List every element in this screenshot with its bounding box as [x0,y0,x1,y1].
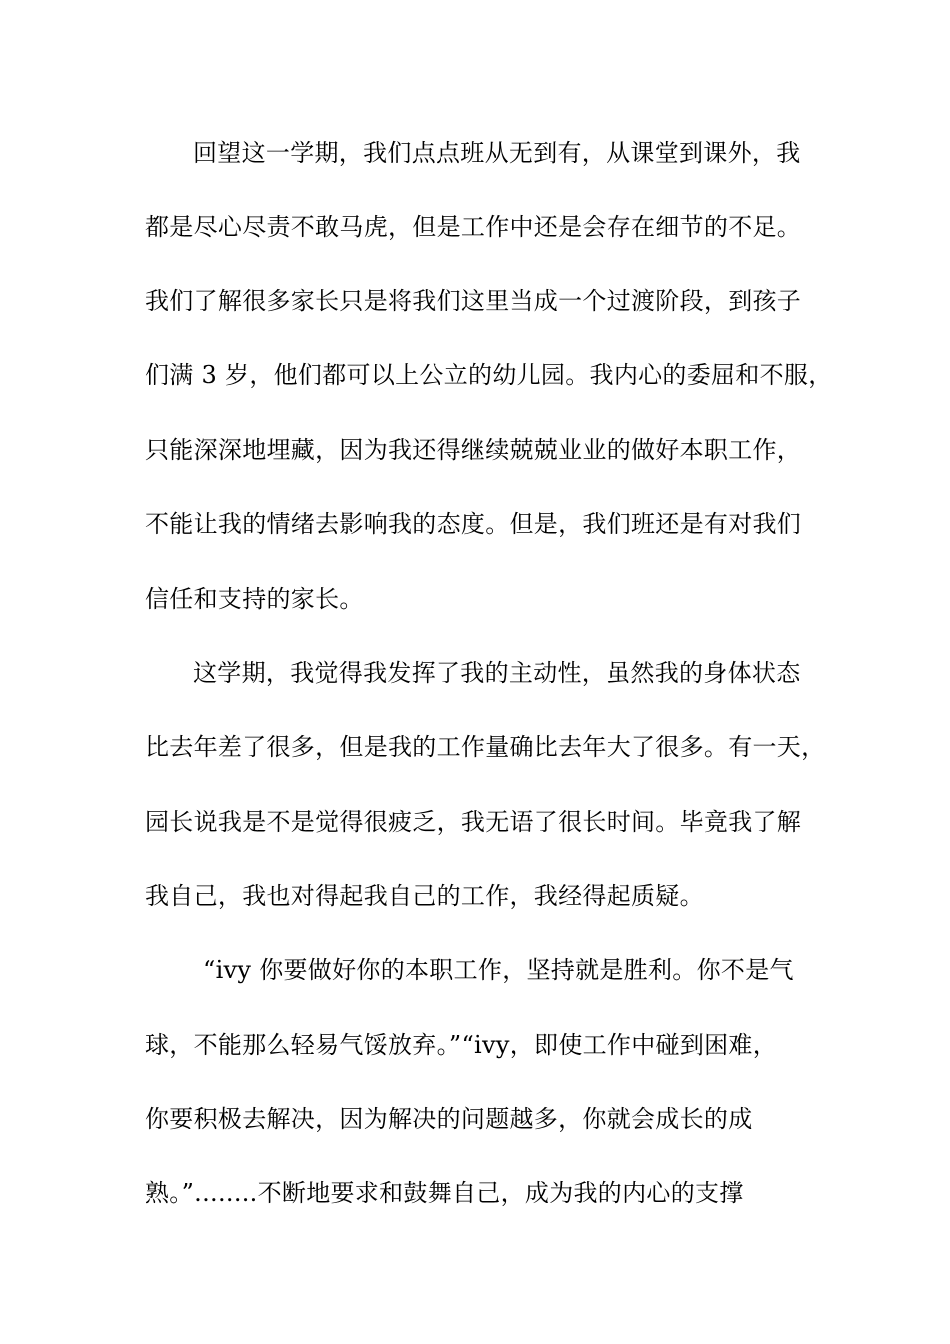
paragraph-2-line-4: 我自己，我也对得起我自己的工作，我经得起质疑。 [145,882,704,910]
paragraph-1-line-1: 回望这一学期，我们点点班从无到有，从课堂到课外，我 [193,139,801,167]
paragraph-1-line-2: 都是尽心尽责不敢马虎，但是工作中还是会存在细节的不足。 [145,213,802,241]
paragraph-1-line-4: 们满 3 岁，他们都可以上公立的幼儿园。我内心的委屈和不服， [145,361,833,389]
paragraph-3-line-4: 熟。”........不断地要求和鼓舞自己，成为我的内心的支撑 [145,1179,744,1207]
paragraph-3-line-1: “ivy 你要做好你的本职工作，坚持就是胜利。你不是气 [203,956,794,984]
paragraph-1-line-5: 只能深深地埋藏，因为我还得继续兢兢业业的做好本职工作， [145,436,802,464]
paragraph-1-line-7: 信任和支持的家长。 [145,585,364,613]
paragraph-2-line-1: 这学期，我觉得我发挥了我的主动性，虽然我的身体状态 [193,659,801,687]
paragraph-1-line-3: 我们了解很多家长只是将我们这里当成一个过渡阶段，到孩子 [145,287,802,315]
paragraph-3-line-3: 你要积极去解决，因为解决的问题越多，你就会成长的成 [145,1105,753,1133]
paragraph-2-line-3: 园长说我是不是觉得很疲乏，我无语了很长时间。毕竟我了解 [145,808,802,836]
paragraph-1-line-6: 不能让我的情绪去影响我的态度。但是，我们班还是有对我们 [145,510,802,538]
paragraph-2-line-2: 比去年差了很多，但是我的工作量确比去年大了很多。有一天， [145,733,826,761]
paragraph-3-line-2: 球，不能那么轻易气馁放弃。”“ivy，即使工作中碰到困难， [145,1031,778,1059]
